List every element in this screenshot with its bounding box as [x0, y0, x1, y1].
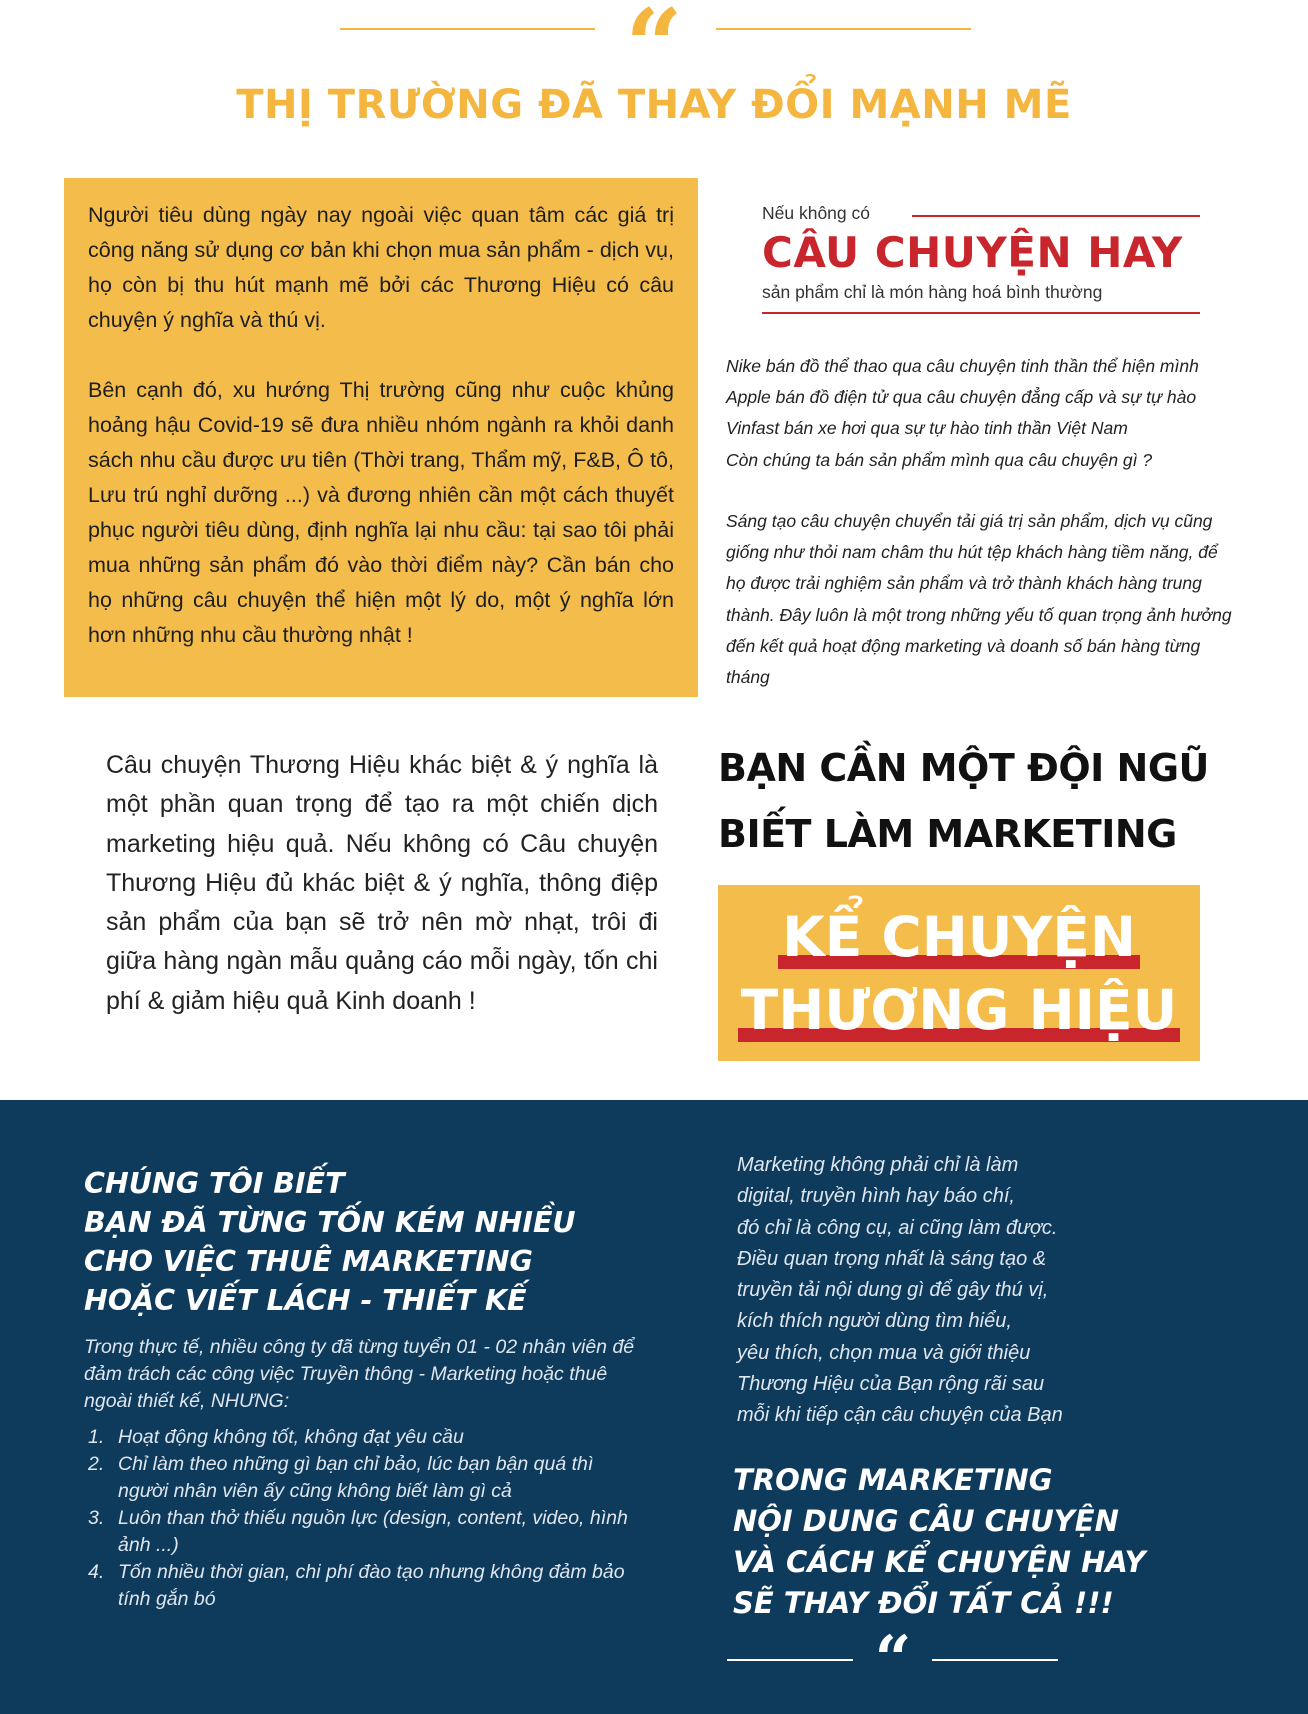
insight-line: kích thích người dùng tìm hiểu, — [737, 1310, 1012, 1333]
storytelling-line-1: KỂ CHUYỆN — [782, 905, 1136, 969]
list-number: 4. — [88, 1561, 105, 1583]
heading-line: CHO VIỆC THUÊ MARKETING — [84, 1245, 533, 1278]
footer-rule-right — [932, 1659, 1058, 1661]
list-item — [84, 1451, 644, 1505]
list-text: Chỉ làm theo những gì bạn chỉ bảo, lúc bạn bận quá thì người nhân viên ấy cũng không biết làm gì cả — [118, 1453, 594, 1502]
quote-icon: “ — [874, 1622, 912, 1697]
marketing-insight — [737, 1150, 1197, 1432]
insight-line: Thương Hiệu của Bạn rộng rãi sau — [737, 1373, 1045, 1396]
list-number: 2. — [88, 1453, 105, 1475]
list-text: Tốn nhiều thời gian, chi phí đào tạo nhưng không đảm bảo tính gắn bó — [118, 1561, 625, 1610]
brand-examples — [726, 351, 1246, 476]
intro-paragraph-1: Người tiêu dùng ngày nay ngoài việc quan tâm các giá trị công năng sử dụng cơ bản khi chọn mua sản phẩm - dịch vụ, họ còn bị thu hút mạnh mẽ bởi các Thương Hiệu có câu chuyện ý nghĩa và thú vị. — [88, 203, 674, 332]
callout-subline: sản phẩm chỉ là món hàng hoá bình thường — [762, 282, 1103, 302]
callout-rule-bottom — [762, 312, 1200, 314]
insight-line: mỗi khi tiếp cận câu chuyện của Bạn — [737, 1404, 1063, 1427]
callout-rule-top — [912, 215, 1200, 217]
storytelling-banner — [718, 885, 1200, 1061]
insight-line: digital, truyền hình hay báo chí, — [737, 1185, 1015, 1208]
insight-line: yêu thích, chọn mua và giới thiệu — [737, 1341, 1031, 1364]
conclusion-heading — [733, 1460, 1146, 1624]
example-line: Vinfast bán xe hơi qua sự tự hào tinh thần Việt Nam — [726, 418, 1128, 439]
insight-line: truyền tải nội dung gì để gây thú vị, — [737, 1279, 1049, 1302]
page-title: THỊ TRƯỜNG ĐÃ THAY ĐỔI MẠNH MẼ — [236, 82, 1072, 128]
example-line: Apple bán đồ điện tử qua câu chuyện đẳng cấp và sự tự hào — [726, 387, 1197, 408]
callout-prefix: Nếu không có — [762, 203, 870, 223]
heading-line: VÀ CÁCH KỂ CHUYỆN HAY — [733, 1545, 1146, 1579]
list-text: Luôn than thở thiếu nguồn lực (design, content, video, hình ảnh ...) — [118, 1507, 628, 1556]
insight-line: Marketing không phải chỉ là làm — [737, 1154, 1019, 1176]
intro-box — [64, 178, 698, 697]
list-text: Hoạt động không tốt, không đạt yêu cầu — [118, 1426, 464, 1448]
list-item — [84, 1559, 644, 1613]
list-item — [84, 1505, 644, 1559]
quote-icon: “ — [625, 0, 683, 105]
need-team-line-2: BIẾT LÀM MARKETING — [718, 812, 1177, 856]
header-rule-right — [716, 28, 971, 30]
intro-paragraph-2: Bên cạnh đó, xu hướng Thị trường cũng như cuộc khủng hoảng hậu Covid-19 sẽ đưa nhiều nhóm ngành ra khỏi danh sách nhu cầu được ưu tiên (Thời trang, Thẩm mỹ, F&B, Ô tô, Lưu trú nghỉ dưỡng ...) và đương nhiên cần một cách thuyết phục người tiêu dùng, định nghĩa lại nhu cầu: tại sao tôi phải mua những sản phẩm đó vào thời điểm này? Cần bán cho họ những câu chuyện thể hiện một lý do, một ý nghĩa lớn hơn những nhu cầu thường nhật ! — [88, 378, 674, 647]
insight-line: đó chỉ là công cụ, ai cũng làm được. — [737, 1216, 1058, 1239]
insight-line: Điều quan trọng nhất là sáng tạo & — [737, 1247, 1047, 1270]
example-line: Còn chúng ta bán sản phẩm mình qua câu chuyện gì ? — [726, 449, 1153, 470]
list-item — [84, 1424, 644, 1451]
callout-headline: CÂU CHUYỆN HAY — [762, 228, 1183, 277]
heading-line: CHÚNG TÔI BIẾT — [84, 1167, 345, 1200]
example-line: Nike bán đồ thể thao qua câu chuyện tinh thần thể hiện mình — [726, 356, 1199, 376]
list-number: 3. — [88, 1507, 105, 1529]
heading-line: BẠN ĐÃ TỪNG TỐN KÉM NHIỀU — [84, 1206, 576, 1239]
heading-line: HOẶC VIẾT LÁCH - THIẾT KẾ — [84, 1284, 527, 1317]
list-number: 1. — [88, 1426, 105, 1448]
brand-story-paragraph: Câu chuyện Thương Hiệu khác biệt & ý nghĩa là một phần quan trọng để tạo ra một chiến dịch marketing hiệu quả. Nếu không có Câu chuyện Thương Hiệu đủ khác biệt & ý nghĩa, thông điệp sản phẩm của bạn sẽ trở nên mờ nhạt, trôi đi giữa hàng ngàn mẫu quảng cáo mỗi ngày, tốn chi phí & giảm hiệu quả Kinh doanh ! — [106, 751, 658, 1015]
storytelling-line-2: THƯƠNG HIỆU — [740, 978, 1178, 1042]
reality-intro: Trong thực tế, nhiều công ty đã từng tuyển 01 - 02 nhân viên để đảm trách các công việc Truyền thông - Marketing hoặc thuê ngoài thiết kế, NHƯNG: — [84, 1336, 635, 1412]
magnet-paragraph: Sáng tạo câu chuyện chuyển tải giá trị sản phẩm, dịch vụ cũng giống như thỏi nam châm thu hút tệp khách hàng tiềm năng, để họ được trải nghiệm sản phẩm và trở thành khách hàng trung thành. Đây luôn là một trong những yếu tố quan trọng ảnh hưởng đến kết quả hoạt động marketing và doanh số bán hàng từng tháng — [726, 511, 1232, 688]
footer-rule-left — [727, 1659, 853, 1661]
problem-list — [84, 1424, 644, 1613]
header-rule-left — [340, 28, 595, 30]
heading-line: SẼ THAY ĐỔI TẤT CẢ !!! — [733, 1586, 1114, 1620]
need-team-line-1: BẠN CẦN MỘT ĐỘI NGŨ — [718, 746, 1209, 790]
we-know-heading — [84, 1164, 576, 1320]
heading-line: NỘI DUNG CÂU CHUYỆN — [733, 1504, 1119, 1538]
heading-line: TRONG MARKETING — [733, 1463, 1053, 1497]
